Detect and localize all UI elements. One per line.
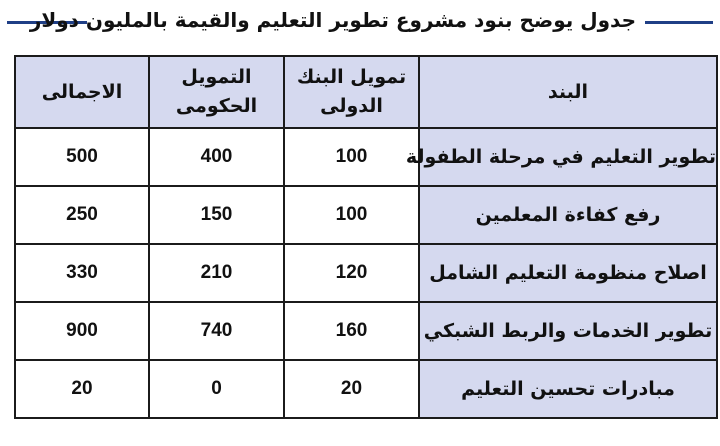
cell-total: 330 [15,244,149,302]
title-bar [0,0,720,40]
cell-world-bank: 160 [284,302,419,360]
header-government [149,56,284,128]
header-government-line2: الحكومى [175,95,258,117]
cell-total: 250 [15,186,149,244]
table-row [15,128,717,186]
header-total: الاجمالى [15,56,149,128]
table-header-row [15,56,717,128]
cell-government: 400 [149,128,284,186]
budget-table [14,55,718,419]
cell-world-bank: 100 [284,186,419,244]
cell-world-bank: 120 [284,244,419,302]
cell-total: 500 [15,128,149,186]
title-rule-right [645,21,713,24]
cell-item: مبادرات تحسين التعليم [419,360,717,418]
cell-world-bank: 100 [284,128,419,186]
cell-item: تطوير الخدمات والربط الشبكي [419,302,717,360]
cell-total: 20 [15,360,149,418]
cell-government: 210 [149,244,284,302]
header-world-bank-line2: الدولى [320,95,383,117]
table-row [15,360,717,418]
header-world-bank [284,56,419,128]
cell-government: 150 [149,186,284,244]
cell-world-bank: 20 [284,360,419,418]
cell-item: تطوير التعليم في مرحلة الطفولة [419,128,717,186]
cell-total: 900 [15,302,149,360]
table-row [15,244,717,302]
header-item: البند [419,56,717,128]
header-government-line1: التمويل [181,66,252,88]
table-row [15,302,717,360]
page-title: جدول يوضح بنود مشروع تطوير التعليم والقيمة بالمليون دولار [29,8,636,32]
cell-government: 740 [149,302,284,360]
table-row [15,186,717,244]
cell-item: رفع كفاءة المعلمين [419,186,717,244]
header-world-bank-line1: تمويل البنك [296,66,407,88]
cell-item: اصلاح منظومة التعليم الشامل [419,244,717,302]
cell-government: 0 [149,360,284,418]
